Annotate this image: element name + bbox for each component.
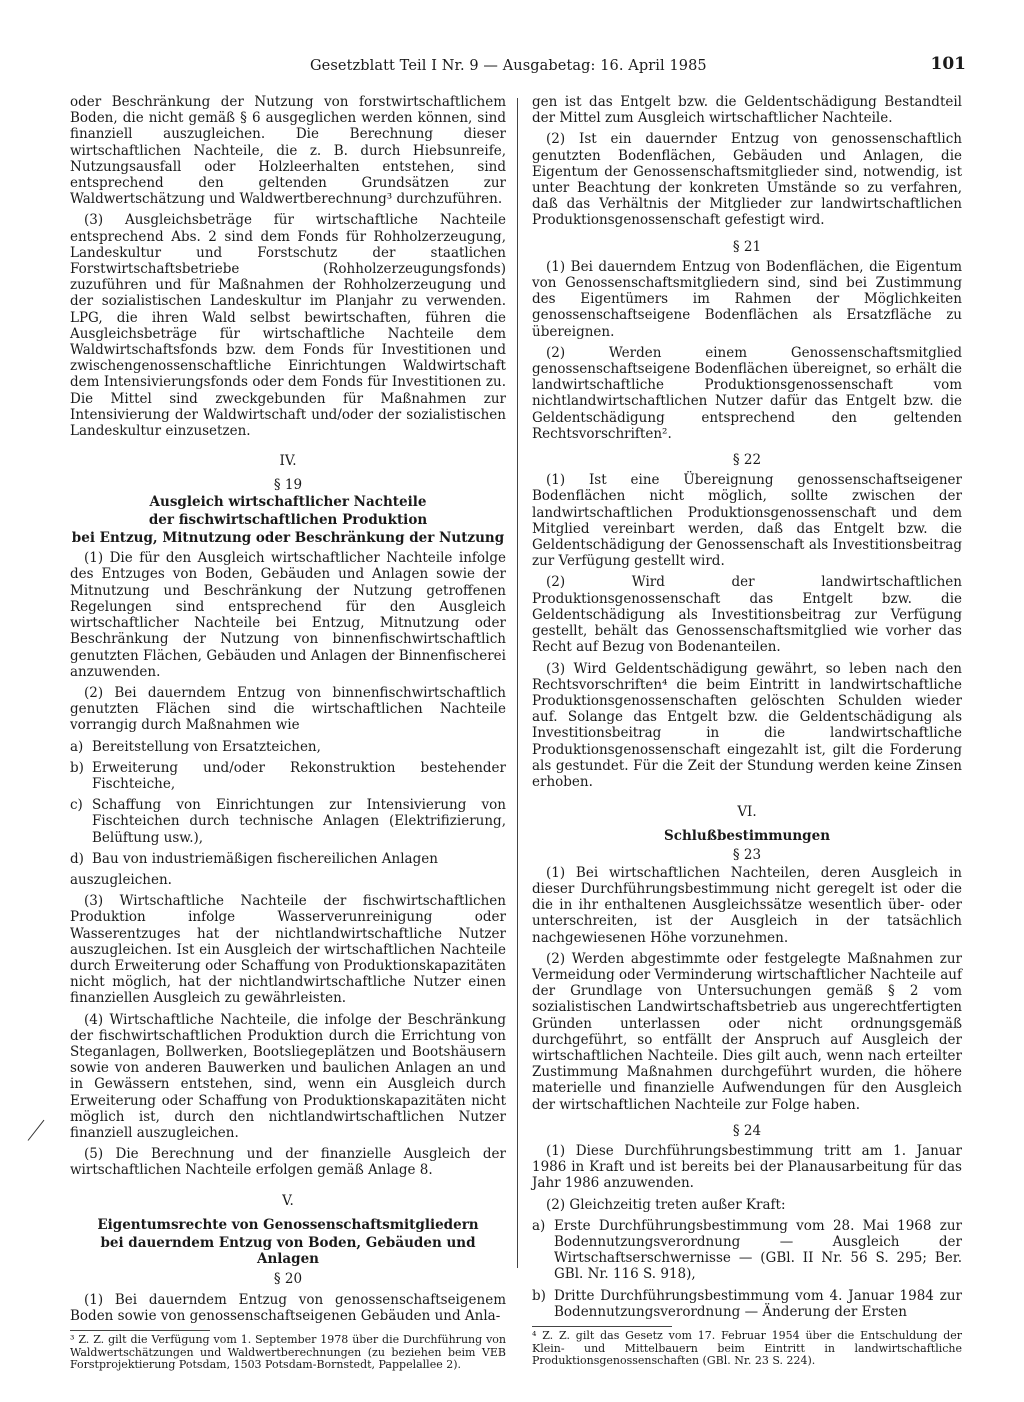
- list-item: [70, 851, 506, 867]
- paragraph: (3) Wird Geldentschädigung gewährt, so leben nach den Rechtsvorschriften⁴ die beim Eintritt in landwirtschaftliche Produktionsgenossenschaften gelöschten Schulden wieder auf. Solange das Entgelt bzw. die Geldentschädigung als Investitionsbeitrag in die landwirtschaftliche Produktionsgenossenschaft eingezahlt ist, gilt die Forderung als gestundet. Für die Zeit der Stundung werden keine Zinsen erhoben.: [532, 660, 962, 790]
- list-text: Erste Durchführungsbestimmung vom 28. Mai 1968 zur Bodennutzungsverordnung — Ausgleich der Wirtschaftserschwernisse — (GBl. II Nr. 56 S. 295; Ber. GBl. Nr. 116 S. 918),: [554, 1217, 962, 1283]
- section-heading: Eigentumsrechte von Genossenschaftsmitgliedern: [97, 1216, 479, 1233]
- page-number: 101: [930, 54, 966, 74]
- list-label: c): [70, 797, 83, 814]
- footnote-rule: [70, 1330, 210, 1331]
- paragraph: oder Beschränkung der Nutzung von forstwirtschaftlichem Boden, die nicht gemäß § 6 ausgeglichen werden können, sind finanziell auszugleichen. Die Berechnung dieser wirtschaftlichen Nachteile, die z. B. durch Hiebsunreife, Nutzungsausfall oder Holzleerhalten entstehen, sind entsprechend den geltenden Grundsätzen zur Waldwertschätzung und Waldwertberechnung³ durchzuführen.: [70, 94, 506, 208]
- list-label: b): [70, 759, 84, 776]
- list-item: [532, 1218, 962, 1283]
- footnote: ⁴ Z. Z. gilt das Gesetz vom 17. Februar 1954 über die Entschuldung der Klein- und Mittelbauern beim Eintritt in landwirtschaftliche Produktionsgenossenschaften (GBl. Nr. 23 S. 224).: [532, 1329, 962, 1368]
- list-label: a): [532, 1217, 546, 1234]
- section-heading: bei dauerndem Entzug von Boden, Gebäuden und Anlagen: [100, 1235, 476, 1268]
- list-text: Dritte Durchführungsbestimmung vom 4. Januar 1984 zur Bodennutzungsverordnung — Änderung der Ersten: [554, 1287, 962, 1320]
- section-heading: Schlußbestimmungen: [663, 828, 831, 845]
- list-item: [70, 760, 506, 792]
- section-number: § 19: [273, 477, 303, 494]
- part-number: V.: [282, 1192, 294, 1209]
- column-divider: [517, 98, 518, 1268]
- paragraph: (1) Ist eine Übereignung genossenschaftseigener Bodenflächen nicht möglich, sollte zwischen der landwirtschaftlichen Produktionsgenossenschaft und dem Mitglied vereinbart werden, daß das Entgelt bzw. die Geldentschädigung der Genossenschaft als Investitionsbeitrag zur Verfügung gestellt wird.: [532, 472, 962, 570]
- section-number: § 20: [273, 1271, 303, 1288]
- paragraph: (2) Ist ein dauernder Entzug von genossenschaftlich genutzten Bodenflächen, Gebäuden und Anlagen, die Eigentum der Genossenschaftsmitglieder sind, notwendig, ist unter Beachtung der konkreten Umstände so zu verfahren, daß das Verhältnis der Mitglieder zur landwirtschaftlichen Produktionsgenossenschaft gefestigt wird.: [532, 131, 962, 229]
- list-text: Bereitstellung von Ersatzteichen,: [92, 738, 321, 755]
- list-item: [70, 797, 506, 846]
- paragraph: (2) Wird der landwirtschaftlichen Produktionsgenossenschaft das Entgelt bzw. die Geldentschädigung als Investitionsbeitrag zur Verfügung gestellt, behält das Genossenschaftsmitglied wie vorher das Recht auf Bezug von Bodenanteilen.: [532, 574, 962, 656]
- paragraph: (1) Bei wirtschaftlichen Nachteilen, deren Ausgleich in dieser Durchführungsbestimmung nicht geregelt ist oder die die in ihr enthaltenen Ausgleichssätze wesentlich über- oder unterschreiten, ist der Ausgleich in der tatsächlich nachgewiesenen Höhe vorzunehmen.: [532, 864, 962, 946]
- section-number: § 22: [732, 452, 762, 469]
- paragraph: (1) Bei dauerndem Entzug von genossenschaftseigenem Boden sowie von genossenschaftseigenen Gebäuden und Anla-: [70, 1291, 506, 1324]
- paragraph: (3) Wirtschaftliche Nachteile der fischwirtschaftlichen Produktion infolge Wasserverunreinigung oder Wasserentzuges hat der nichtlandwirtschaftliche Nutzer auszugleichen. Ist ein Ausgleich der wirtschaftlichen Nachteile durch Erweiterung oder Schaffung von Produktionskapazitäten nicht möglich, hat der nichtlandwirtschaftliche Nutzer einen finanziellen Ausgleich zu gewährleisten.: [70, 893, 506, 1007]
- page-header: [310, 54, 966, 80]
- paragraph: gen ist das Entgelt bzw. die Geldentschädigung Bestandteil der Mittel zum Ausgleich wirtschaftlicher Nachteile.: [532, 94, 962, 127]
- paragraph: (1) Diese Durchführungsbestimmung tritt am 1. Januar 1986 in Kraft und ist bereits bei der Planausarbeitung für das Jahr 1986 anzuwenden.: [532, 1142, 962, 1192]
- section-heading: der fischwirtschaftlichen Produktion: [148, 511, 428, 528]
- list-item: [70, 739, 506, 755]
- part-number: VI.: [737, 804, 757, 821]
- right-column: [532, 94, 962, 1368]
- footnote-rule: [532, 1326, 672, 1327]
- list-text: Bau von industriemäßigen fischereilichen Anlagen: [92, 850, 438, 867]
- margin-pen-mark: [28, 1120, 45, 1141]
- part-number: IV.: [279, 453, 297, 470]
- section-heading: Ausgleich wirtschaftlicher Nachteile: [149, 493, 427, 510]
- running-head: Gesetzblatt Teil I Nr. 9 — Ausgabetag: 16. April 1985: [310, 58, 707, 74]
- paragraph: (2) Bei dauerndem Entzug von binnenfischwirtschaftlich genutzten Flächen sind die wirtschaftlichen Nachteile vorrangig durch Maßnahmen wie: [70, 684, 506, 734]
- paragraph: (2) Gleichzeitig treten außer Kraft:: [546, 1196, 786, 1213]
- paragraph: (3) Ausgleichsbeträge für wirtschaftliche Nachteile entsprechend Abs. 2 sind dem Fonds für Rohholzerzeugung, Landeskultur und Forstschutz der staatlichen Forstwirtschaftsbetriebe (Rohholzerzeugungsfonds) zuzuführen und für Maßnahmen der Rohholzerzeugung und der sozialistischen Landeskultur im Planjahr zu verwenden. LPG, die ihren Wald selbst bewirtschaften, führen die Ausgleichsbeträge für wirtschaftliche Nachteile dem Waldwirtschaftsfonds bzw. dem Fonds für Investitionen und zwischengenossenschaftliche Einrichtungen Waldwirtschaft dem Intensivierungsfonds oder dem Fonds für Investitionen zu. Die Mittel sind zweckgebunden für Maßnahmen zur Intensivierung der Waldwirtschaft und/oder der sozialistischen Landeskultur einzusetzen.: [70, 212, 506, 440]
- paragraph: (1) Die für den Ausgleich wirtschaftlicher Nachteile infolge des Entzuges von Boden, Gebäuden und Anlagen sowie der Mitnutzung und Beschränkung der Nutzung getroffenen Regelungen sind entsprechend für den Ausgleich wirtschaftlicher Nachteile bei Entzug, Mitnutzung oder Beschränkung der Nutzung von binnenfischwirtschaftlich genutzten Flächen, Gebäuden und Anlagen der Binnenfischerei anzuwenden.: [70, 550, 506, 680]
- left-column: [70, 94, 506, 1372]
- list-text: Erweiterung und/oder Rekonstruktion bestehender Fischteiche,: [92, 759, 506, 792]
- list-label: b): [532, 1287, 546, 1304]
- list-label: a): [70, 738, 84, 755]
- paragraph: auszugleichen.: [70, 871, 172, 888]
- paragraph: (2) Werden abgestimmte oder festgelegte Maßnahmen zur Vermeidung oder Verminderung wirtschaftlicher Nachteile auf der Grundlage von Untersuchungen gemäß § 2 vom sozialistischen Landwirtschaftsbetrieb aus ungerechtfertigten Gründen unterlassen oder nicht ordnungsgemäß durchgeführt, so entfällt der Anspruch auf Ausgleich der wirtschaftlichen Nachteile. Dies gilt auch, wenn nach erteilter Zustimmung Maßnahmen durchgeführt wurden, die höhere materielle und finanzielle Aufwendungen für den Ausgleich der wirtschaftlichen Nachteile zur Folge haben.: [532, 950, 962, 1113]
- paragraph: (2) Werden einem Genossenschaftsmitglied genossenschaftseigene Bodenflächen übereignet, so erhält die landwirtschaftliche Produktionsgenossenschaft vom nichtlandwirtschaftlichen Nutzer dafür das Entgelt bzw. die Geldentschädigung entsprechend den geltenden Rechtsvorschriften².: [532, 344, 962, 442]
- section-number: § 23: [732, 846, 762, 863]
- paragraph: (4) Wirtschaftliche Nachteile, die infolge der Beschränkung der fischwirtschaftlichen Produktion durch die Errichtung von Steganlagen, Bollwerken, Bootsliegeplätzen und Bootshäusern sowie von anderen Bauwerken und baulichen Anlagen an und in Gewässern entstehen, sind, wenn ein Ausgleich durch Erweiterung oder Schaffung von Produktionskapazitäten nicht möglich ist, durch den nichtlandwirtschaftlichen Nutzer finanziell auszugleichen.: [70, 1011, 506, 1141]
- list-label: d): [70, 850, 84, 867]
- section-heading: bei Entzug, Mitnutzung oder Beschränkung der Nutzung: [71, 530, 505, 547]
- list-text: Schaffung von Einrichtungen zur Intensivierung von Fischteichen durch technische Anlagen (Elektrifizierung, Belüftung usw.),: [92, 797, 506, 846]
- list-item: [532, 1288, 962, 1320]
- section-number: § 24: [732, 1122, 762, 1139]
- paragraph: (1) Bei dauerndem Entzug von Bodenflächen, die Eigentum von Genossenschaftsmitgliedern sind, sind bei Zustimmung des Eigentümers im Rahmen der Möglichkeiten genossenschaftseigene Bodenflächen als Ersatzfläche zu übereignen.: [532, 258, 962, 340]
- paragraph: (5) Die Berechnung und der finanzielle Ausgleich der wirtschaftlichen Nachteile erfolgen gemäß Anlage 8.: [70, 1146, 506, 1179]
- section-number: § 21: [732, 238, 762, 255]
- footnote: ³ Z. Z. gilt die Verfügung vom 1. September 1978 über die Durchführung von Waldwertschätzungen und Waldwertberechnungen (zu beziehen beim VEB Forstprojektierung Potsdam, 1503 Potsdam-Bornstedt, Pappelallee 2).: [70, 1333, 506, 1372]
